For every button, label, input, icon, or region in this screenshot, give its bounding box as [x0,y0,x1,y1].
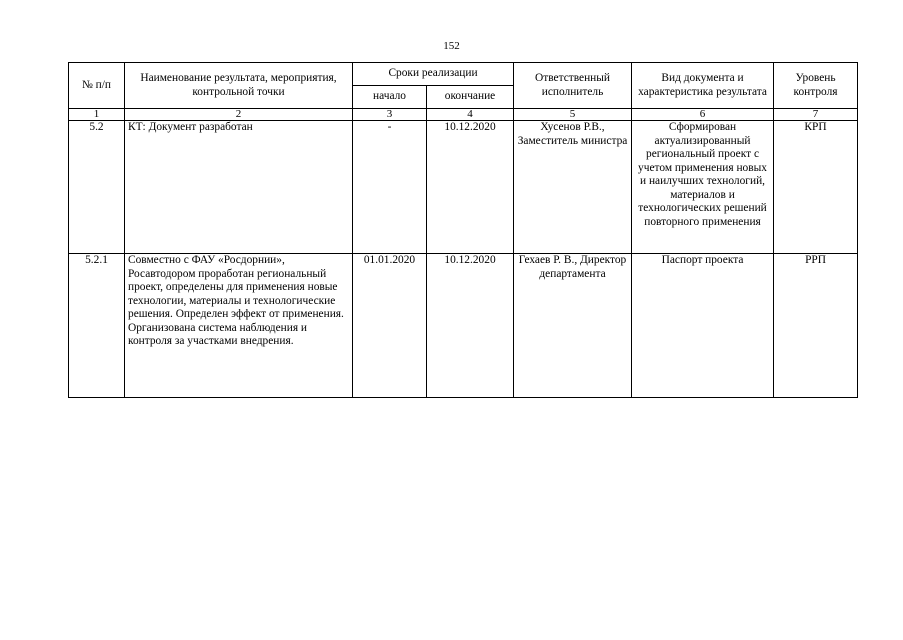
column-number: 3 [353,109,427,121]
table-row [69,121,858,254]
header-doc-type: Вид документа и характеристика результата [632,63,774,109]
page-number: 152 [443,40,460,52]
row-start: - [353,121,427,254]
row-end: 10.12.2020 [427,121,514,254]
column-number: 4 [427,109,514,121]
row-name: КТ: Документ разработан [125,121,353,254]
row-responsible: Гехаев Р. В., Директор департамента [514,254,632,398]
header-num: № п/п [69,63,125,109]
column-number: 7 [774,109,858,121]
results-table [68,62,858,398]
row-num: 5.2 [69,121,125,254]
row-num: 5.2.1 [69,254,125,398]
header-deadlines: Сроки реализации [353,63,514,86]
column-number: 1 [69,109,125,121]
header-level: Уровень контроля [774,63,858,109]
header-responsible: Ответственный исполнитель [514,63,632,109]
column-number: 6 [632,109,774,121]
row-responsible: Хусенов Р.В., Заместитель министра [514,121,632,254]
column-number: 2 [125,109,353,121]
row-doc: Сформирован актуализированный региональный проект с учетом применения новых и наилучших технологий, материалов и технологических решений повторного применения [632,121,774,254]
row-level: КРП [774,121,858,254]
header-start: начало [353,86,427,109]
header-name: Наименование результата, мероприятия, контрольной точки [125,63,353,109]
column-number-row [69,109,858,121]
row-start: 01.01.2020 [353,254,427,398]
row-level: РРП [774,254,858,398]
row-end: 10.12.2020 [427,254,514,398]
column-number: 5 [514,109,632,121]
row-name: Совместно с ФАУ «Росдорнии», Росавтодором проработан региональный проект, определены для применения новые технологии, материалы и технологические решения. Определен эффект от применения. Организована система наблюдения и контроля за участками внедрения. [125,254,353,398]
row-doc: Паспорт проекта [632,254,774,398]
header-end: окончание [427,86,514,109]
table-row [69,254,858,398]
